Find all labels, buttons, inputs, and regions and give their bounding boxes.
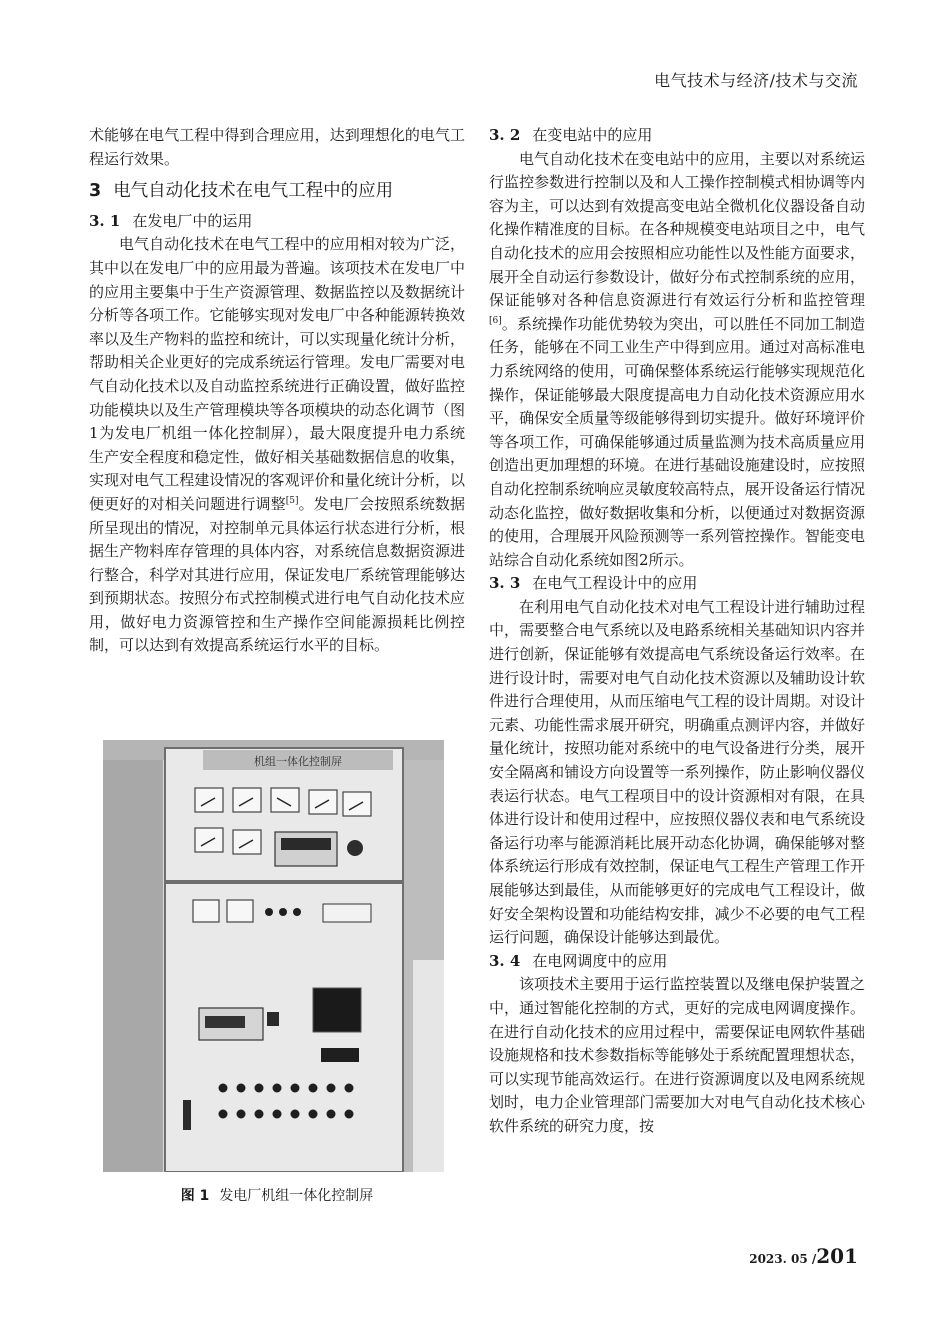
citation-ref: [5]: [285, 495, 299, 506]
figure-caption: [89, 1185, 465, 1205]
paragraph-text: 。系统操作功能优势较为突出，可以胜任不同加工制造任务，能够在不同工业生产中得到应用。通过对高标准电力系统网络的使用，可确保整体系统运行能够实现规范化操作，保证能够最大限度提高电力自动化技术资源应用水平，确保安全质量等级能够得到切实提升。做好环境评价等各项工作，可确保能够通过质量监测为技术高质量应用创造出更加理想的环境。在进行基础设施建设时，应按照自动化控制系统响应灵敏度较高特点，展开设备运行情况动态化监控，做好数据收集和分析，以便通过对数据资源的使用，合理展开风险预测等一系列管控操作。智能变电站综合自动化系统如图2所示。: [489, 314, 865, 569]
paragraph-3-2: [489, 148, 865, 573]
subsection-number: 3. 3: [489, 574, 521, 593]
section-3-heading: [89, 180, 465, 204]
subsection-number: 3. 1: [89, 211, 121, 230]
right-column: [489, 124, 865, 1139]
figure-number: 图 1: [180, 1188, 210, 1204]
section-number: 3: [89, 181, 102, 202]
subsection-3-1-heading: [89, 210, 465, 234]
subsection-title: 在电网调度中的应用: [532, 951, 668, 970]
paragraph-text: 电气自动化技术在变电站中的应用，主要以对系统运行监控参数进行控制以及和人工操作控制模式相协调等内容为主，可以达到有效提高变电站全微机化仪器设备自动化操作精准度的目标。在各种规模变电站项目之中，电气自动化技术的应用会按照相应功能性以及性能方面要求，展开全自动运行参数设计，做好分布式控制系统的应用，保证能够对各种信息资源进行有效运行分析和监控管理: [489, 149, 865, 310]
paragraph-3-4: 该项技术主要用于运行监控装置以及继电保护装置之中，通过智能化控制的方式，更好的完成电网调度操作。在进行自动化技术的应用过程中，需要保证电网软件基础设施规格和技术参数指标等能够处于系统配置理想状态，可以实现节能高效运行。在进行资源调度以及电网系统规划时，电力企业管理部门需要加大对电气自动化技术核心软件系统的研究力度，按: [489, 975, 865, 1135]
subsection-3-3-heading: [489, 572, 865, 596]
subsection-number: 3. 2: [489, 126, 521, 144]
subsection-3-4-heading: [489, 950, 865, 974]
paragraph-3-3: 在利用电气自动化技术对电气工程设计进行辅助过程中，需要整合电气系统以及电路系统相关基础知识内容并进行创新，保证能够有效提高电气系统设备运行效率。在进行设计时，需要对电气自动化技术资源以及辅助设计软件进行合理使用，从而压缩电气工程的设计周期。对设计元素、功能性需求展开研究，明确重点测评内容，并做好量化统计，按照功能对系统中的电气设备进行分类，展开安全隔离和铺设方向设置等一系列操作，防止影响仪器仪表运行状态。电气工程项目中的设计资源相对有限，在具体进行设计和使用过程中，应按照仪器仪表和电气系统设备运行功率与能源消耗比展开动态化协调，确保能够对整体系统运行形成有效控制，保证电气工程生产管理工作开展能够达到最佳，从而能够更好的完成电气工程设计，做好安全架构设置和功能结构安排，减少不必要的电气工程运行问题，确保设计能够达到最优。: [489, 597, 865, 947]
paragraph-text: 电气自动化技术在电气工程中的应用相对较为广泛，其中以在发电厂中的应用最为普遍。该项技术在发电厂中的应用主要集中于生产资源管理、数据监控以及数据统计分析等各项工作。它能够实现对发电厂中各种能源转换效率以及生产物料的监控和统计，可以实现量化统计分析，帮助相关企业更好的完成系统运行管理。发电厂需要对电气自动化技术以及自动监控系统进行正确设置，做好监控功能模块以及生产管理模块等各项模块的动态化调节（图1为发电厂机组一体化控制屏），最大限度提升电力系统生产安全程度和稳定性，做好相关基础数据信息的收集，实现对电气工程建设情况的客观评价和量化统计分析，以便更好的对相关问题进行调整: [89, 235, 465, 513]
paragraph-text: 。发电厂会按照系统数据所呈现出的情况，对控制单元具体运行状态进行分析，根据生产物料库存管理的具体内容，对系统信息数据资源进行整合，科学对其进行应用，保证发电厂系统管理能够达到预期状态。按照分布式控制模式进行电气自动化技术应用，做好电力资源管控和生产操作空间能源损耗比例控制，可以达到有效提高系统运行水平的目标。: [89, 494, 465, 655]
subsection-title: 在变电站中的应用: [532, 126, 653, 144]
citation-ref: [6]: [489, 315, 502, 326]
page-number: 201: [816, 1244, 858, 1268]
section-title: 电气自动化技术在电气工程中的应用: [113, 181, 394, 202]
subsection-3-2-heading: [489, 124, 865, 148]
paragraph-3-1: [89, 233, 465, 658]
subsection-title: 在发电厂中的运用: [132, 211, 253, 230]
subsection-number: 3. 4: [489, 951, 521, 970]
issue-date: 2023. 05 /: [749, 1252, 817, 1266]
subsection-title: 在电气工程设计中的应用: [532, 574, 698, 593]
control-panel-photo: [103, 740, 444, 1172]
panel-nameplate: 机组一体化控制屏: [254, 755, 342, 768]
running-header: 电气技术与经济/技术与交流: [654, 71, 858, 90]
left-column: [89, 124, 465, 658]
page-folio: [749, 1244, 858, 1268]
figure-caption-text: 发电厂机组一体化控制屏: [219, 1188, 374, 1204]
intro-continuation: 术能够在电气工程中得到合理应用，达到理想化的电气工程运行效果。: [89, 126, 465, 168]
